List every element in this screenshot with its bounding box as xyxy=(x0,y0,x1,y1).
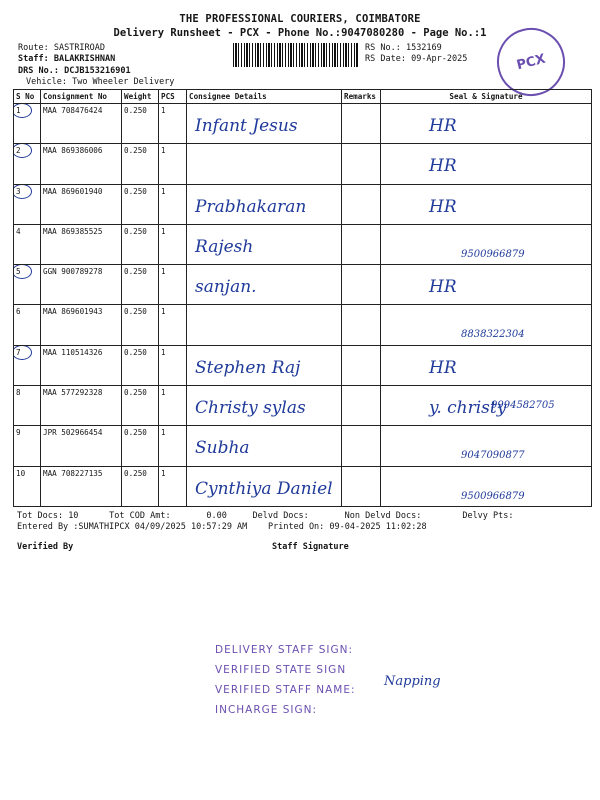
cell-consignee xyxy=(187,104,342,144)
cell-sno xyxy=(14,224,41,264)
handwritten-phone: 9994582705 xyxy=(491,400,555,412)
verified-by: Verified By xyxy=(17,542,74,552)
cell-sno-text: 8 xyxy=(16,388,21,398)
tot-docs-value: 10 xyxy=(68,511,79,521)
table-row xyxy=(14,184,592,224)
table-row xyxy=(14,144,592,184)
cell-consignment xyxy=(41,184,122,224)
cell-pcs xyxy=(159,224,187,264)
barcode xyxy=(233,43,358,67)
cell-consignment xyxy=(41,224,122,264)
cell-weight-text: 0.250 xyxy=(124,388,147,398)
cell-sno xyxy=(14,426,41,466)
cell-seal-signature xyxy=(381,345,592,385)
handwritten-phone: 9500966879 xyxy=(461,490,525,502)
handwritten-phone: 8838322304 xyxy=(461,329,525,341)
cell-consignee xyxy=(187,265,342,305)
stamp-line-verified-state: VERIFIED STATE SIGN xyxy=(215,664,347,676)
delivered-circle-mark xyxy=(14,144,33,159)
cell-remarks xyxy=(342,144,381,184)
cell-weight xyxy=(122,265,159,305)
cell-seal-signature xyxy=(381,184,592,224)
cell-sno xyxy=(14,345,41,385)
cell-sno xyxy=(14,104,41,144)
totals-line xyxy=(17,511,587,521)
cell-remarks xyxy=(342,265,381,305)
cell-weight-text: 0.250 xyxy=(124,186,147,196)
cell-seal-signature xyxy=(381,104,592,144)
cell-consignment-text: MAA 869601940 xyxy=(43,186,103,196)
cell-consignment xyxy=(41,466,122,506)
handwritten-consignee: Christy sylas xyxy=(195,398,306,419)
cell-pcs xyxy=(159,386,187,426)
table-row xyxy=(14,305,592,345)
cell-consignee xyxy=(187,144,342,184)
table-header-row xyxy=(14,90,592,104)
cell-pcs-text: 1 xyxy=(161,267,166,277)
table-row xyxy=(14,265,592,305)
stamp-line-verified-name: VERIFIED STAFF NAME: xyxy=(215,684,356,696)
cell-seal-signature xyxy=(381,466,592,506)
cell-weight-text: 0.250 xyxy=(124,347,147,357)
cell-weight-text: 0.250 xyxy=(124,307,147,317)
handwritten-consignee: Subha xyxy=(195,438,250,459)
cell-weight xyxy=(122,345,159,385)
cell-sno-text: 1 xyxy=(16,106,21,115)
cell-consignment xyxy=(41,305,122,345)
handwritten-consignee: Stephen Raj xyxy=(195,357,301,378)
vehicle-value: Two Wheeler Delivery xyxy=(72,77,175,87)
table-row xyxy=(14,426,592,466)
cell-consignment xyxy=(41,265,122,305)
cell-weight xyxy=(122,305,159,345)
handwritten-consignee: Rajesh xyxy=(195,236,254,257)
vehicle-label: Vehicle: xyxy=(26,77,67,87)
cell-consignment-text: JPR 502966454 xyxy=(43,428,103,438)
delvy-pts-label: Delvy Pts: xyxy=(462,511,514,521)
cell-consignment-text: MAA 869385525 xyxy=(43,226,103,236)
cell-consignment-text: GGN 900789278 xyxy=(43,267,103,277)
handwritten-signature: HR xyxy=(429,277,457,298)
cell-weight xyxy=(122,184,159,224)
handwritten-signature: HR xyxy=(429,357,457,378)
cell-pcs xyxy=(159,345,187,385)
cell-pcs-text: 1 xyxy=(161,226,166,236)
cell-consignment-text: MAA 708476424 xyxy=(43,106,103,115)
cell-pcs xyxy=(159,144,187,184)
handwritten-signature: HR xyxy=(429,196,457,217)
cell-sno-text: 6 xyxy=(16,307,21,317)
cell-pcs-text: 1 xyxy=(161,428,166,438)
col-seal-signature: Seal & Signature xyxy=(381,90,592,104)
cell-sno-text: 4 xyxy=(16,226,21,236)
tot-docs-label: Tot Docs: xyxy=(17,511,64,521)
cell-remarks xyxy=(342,184,381,224)
handwritten-phone: 9047090877 xyxy=(461,450,525,462)
cell-pcs-text: 1 xyxy=(161,146,166,156)
cell-weight-text: 0.250 xyxy=(124,267,147,277)
cell-sno xyxy=(14,466,41,506)
tot-cod-label: Tot COD Amt: xyxy=(109,511,171,521)
cell-sno-text: 3 xyxy=(16,186,21,196)
cell-remarks xyxy=(342,345,381,385)
cell-sno xyxy=(14,144,41,184)
col-sno: S No xyxy=(14,90,41,104)
staff-label: Staff: xyxy=(18,54,49,64)
handwritten-signature: y. christy xyxy=(429,398,507,419)
cell-seal-signature xyxy=(381,144,592,184)
rs-date-value: 09-Apr-2025 xyxy=(411,54,468,64)
cell-sno xyxy=(14,305,41,345)
drs-line xyxy=(18,66,131,76)
cell-consignment xyxy=(41,144,122,184)
col-pcs: PCS xyxy=(159,90,187,104)
cell-remarks xyxy=(342,426,381,466)
table-row xyxy=(14,386,592,426)
cell-pcs-text: 1 xyxy=(161,307,166,317)
cell-seal-signature xyxy=(381,224,592,264)
cell-pcs xyxy=(159,305,187,345)
cell-remarks xyxy=(342,386,381,426)
runsheet-subtitle: Delivery Runsheet - PCX - Phone No.:9047080280 - Page No.:1 xyxy=(113,27,487,39)
cell-consignment xyxy=(41,386,122,426)
table-row xyxy=(14,466,592,506)
rs-date-line xyxy=(365,54,467,64)
cell-sno-text: 10 xyxy=(16,468,26,478)
cell-consignment xyxy=(41,104,122,144)
drs-label: DRS No.: xyxy=(18,66,59,76)
cell-pcs-text: 1 xyxy=(161,388,166,398)
stamp-line-delivery-staff: DELIVERY STAFF SIGN: xyxy=(215,644,354,656)
cell-weight-text: 0.250 xyxy=(124,428,147,438)
cell-pcs-text: 1 xyxy=(161,468,166,478)
rs-no-value: 1532169 xyxy=(405,43,442,53)
non-delvd-label: Non Delvd Docs: xyxy=(344,511,422,521)
cell-consignment-text: MAA 577292328 xyxy=(43,388,103,398)
cell-consignment-text: MAA 869386006 xyxy=(43,146,103,156)
tot-cod-value: 0.00 xyxy=(206,511,227,521)
staff-value: BALAKRISHNAN xyxy=(53,54,116,64)
rs-no-line xyxy=(365,43,442,53)
cell-weight xyxy=(122,224,159,264)
cell-pcs xyxy=(159,184,187,224)
handwritten-consignee: sanjan. xyxy=(195,277,257,298)
cell-weight-text: 0.250 xyxy=(124,106,147,115)
route-line xyxy=(18,43,105,53)
handwritten-consignee: Infant Jesus xyxy=(195,116,298,136)
delvd-docs-label: Delvd Docs: xyxy=(252,511,309,521)
table-row xyxy=(14,104,592,144)
cell-pcs xyxy=(159,466,187,506)
stamp-line-incharge: INCHARGE SIGN: xyxy=(215,704,318,716)
office-stamp xyxy=(215,640,356,720)
cell-weight-text: 0.250 xyxy=(124,146,147,156)
cell-weight xyxy=(122,144,159,184)
route-label: Route: xyxy=(18,43,49,53)
cell-pcs xyxy=(159,104,187,144)
printed-on: Printed On: 09-04-2025 11:02:28 xyxy=(268,522,427,532)
cell-remarks xyxy=(342,104,381,144)
cell-consignee xyxy=(187,184,342,224)
handwritten-consignee: Cynthiya Daniel xyxy=(195,478,333,499)
cell-consignee xyxy=(187,466,342,506)
col-remarks: Remarks xyxy=(342,90,381,104)
delivered-circle-mark xyxy=(14,104,33,119)
table-row xyxy=(14,224,592,264)
cell-pcs xyxy=(159,426,187,466)
rs-date-label: RS Date: xyxy=(365,54,406,64)
cell-seal-signature xyxy=(381,265,592,305)
cell-consignee xyxy=(187,426,342,466)
cell-consignee xyxy=(187,305,342,345)
cell-seal-signature xyxy=(381,386,592,426)
drs-value: DCJB153216901 xyxy=(64,66,131,76)
cell-sno xyxy=(14,386,41,426)
col-weight: Weight xyxy=(122,90,159,104)
cell-consignment-text: MAA 708227135 xyxy=(43,468,103,478)
cell-weight xyxy=(122,104,159,144)
cell-sno-text: 7 xyxy=(16,347,21,357)
cell-pcs xyxy=(159,265,187,305)
cell-weight-text: 0.250 xyxy=(124,226,147,236)
handwritten-consignee: Prabhakaran xyxy=(195,196,307,217)
cell-weight-text: 0.250 xyxy=(124,468,147,478)
pcx-stamp-text: PCX xyxy=(515,51,547,73)
cell-remarks xyxy=(342,224,381,264)
col-consignment: Consignment No xyxy=(41,90,122,104)
cell-seal-signature xyxy=(381,426,592,466)
cell-sno xyxy=(14,184,41,224)
cell-consignment xyxy=(41,426,122,466)
staff-signature-label: Staff Signature xyxy=(272,542,349,552)
cell-remarks xyxy=(342,466,381,506)
handwritten-staff-name: Napping xyxy=(384,674,441,689)
cell-seal-signature xyxy=(381,305,592,345)
staff-line xyxy=(18,54,115,64)
route-value: SASTRIROAD xyxy=(53,43,106,53)
cell-pcs-text: 1 xyxy=(161,106,166,115)
cell-pcs-text: 1 xyxy=(161,186,166,196)
cell-sno-text: 2 xyxy=(16,146,21,156)
cell-sno-text: 5 xyxy=(16,267,21,277)
handwritten-signature: HR xyxy=(429,156,457,177)
entered-by: Entered By :SUMATHIPCX 04/09/2025 10:57:29 AM xyxy=(17,522,248,532)
cell-sno xyxy=(14,265,41,305)
col-consignee: Consignee Details xyxy=(187,90,342,104)
cell-weight xyxy=(122,386,159,426)
cell-remarks xyxy=(342,305,381,345)
cell-consignee xyxy=(187,224,342,264)
cell-sno-text: 9 xyxy=(16,428,21,438)
cell-consignment-text: MAA 110514326 xyxy=(43,347,103,357)
cell-pcs-text: 1 xyxy=(161,347,166,357)
delivered-circle-mark xyxy=(14,345,33,360)
handwritten-signature: HR xyxy=(429,116,457,136)
cell-consignment xyxy=(41,345,122,385)
company-title: THE PROFESSIONAL COURIERS, COIMBATORE xyxy=(179,13,421,25)
cell-consignee xyxy=(187,345,342,385)
runsheet-table xyxy=(13,89,592,507)
cell-weight xyxy=(122,466,159,506)
vehicle-line xyxy=(26,77,174,87)
delivered-circle-mark xyxy=(14,265,33,280)
delivered-circle-mark xyxy=(14,184,33,199)
handwritten-phone: 9500966879 xyxy=(461,248,525,260)
table-row xyxy=(14,345,592,385)
rs-no-label: RS No.: xyxy=(365,43,401,53)
cell-consignee xyxy=(187,386,342,426)
cell-consignment-text: MAA 869601943 xyxy=(43,307,103,317)
cell-weight xyxy=(122,426,159,466)
